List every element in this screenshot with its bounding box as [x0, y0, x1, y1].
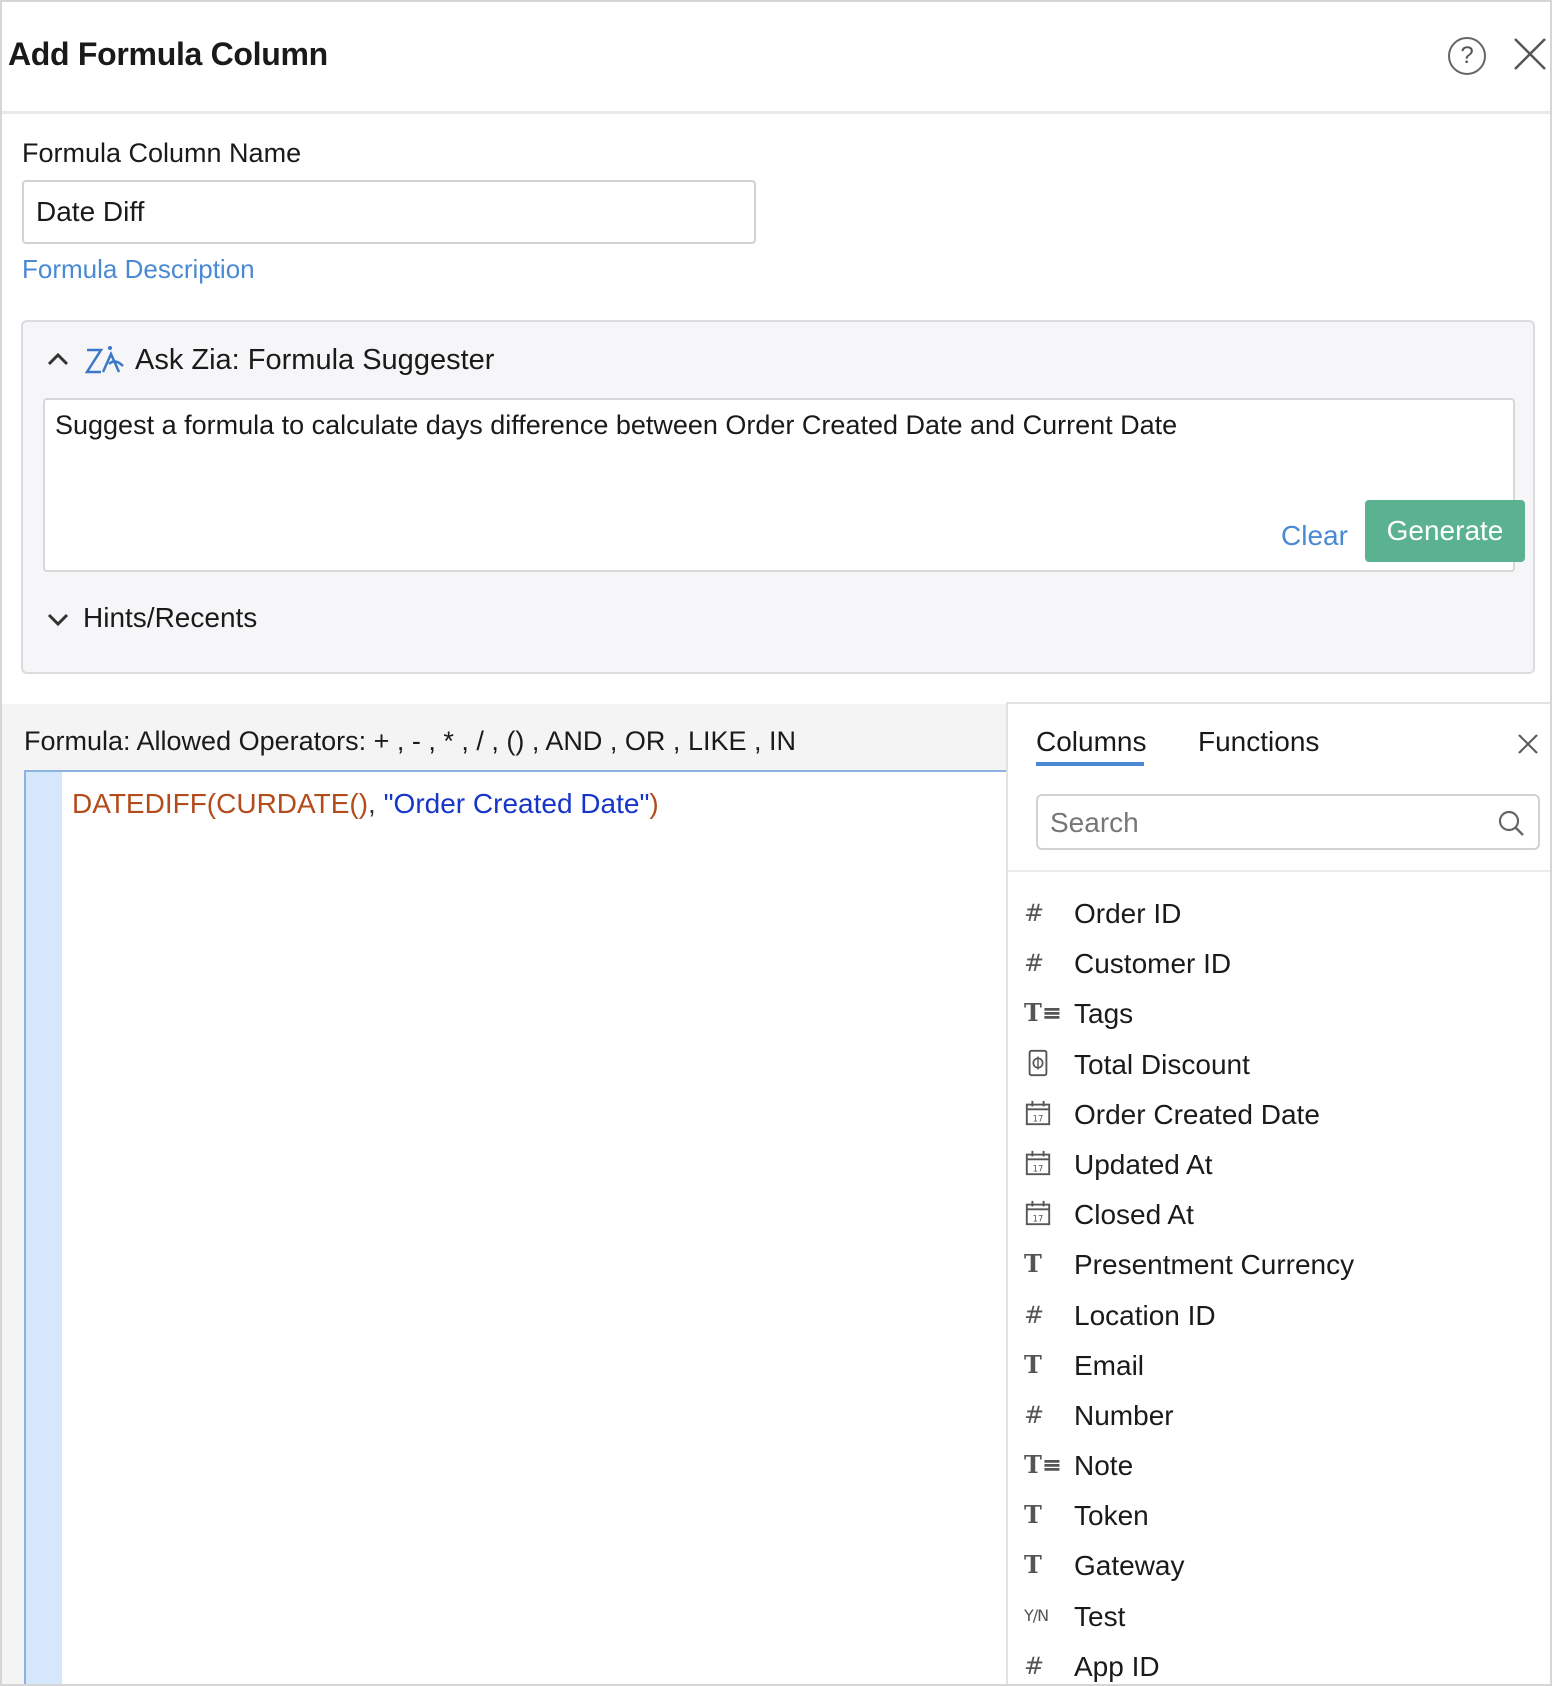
column-name: Location ID	[1074, 1299, 1216, 1331]
formula-editor[interactable]	[24, 770, 1006, 1686]
text-icon: T	[1024, 1500, 1042, 1530]
help-icon[interactable]: ?	[1448, 37, 1486, 75]
svg-text:17: 17	[1032, 1163, 1044, 1174]
column-list-item[interactable]	[1022, 1141, 1542, 1191]
svg-text:17: 17	[1032, 1113, 1044, 1124]
number-icon: #	[1024, 949, 1045, 978]
column-list-item[interactable]	[1022, 1191, 1542, 1241]
hints-recents-toggle[interactable]: Hints/Recents	[83, 602, 258, 633]
column-list-item[interactable]	[1022, 1292, 1542, 1342]
code-function: DATEDIFF(CURDATE()	[72, 788, 369, 819]
close-icon[interactable]	[1516, 732, 1540, 756]
column-list-item[interactable]	[1022, 1392, 1542, 1442]
tab-columns[interactable]: Columns	[1036, 726, 1147, 757]
zia-prompt-text: Suggest a formula to calculate days difference between Order Created Date and Current Date	[55, 410, 1178, 440]
column-name: Updated At	[1074, 1148, 1213, 1180]
number-icon: #	[1024, 1400, 1045, 1429]
code-close-paren: )	[649, 788, 659, 819]
column-name: Customer ID	[1074, 948, 1232, 980]
chevron-up-icon[interactable]	[43, 344, 73, 374]
column-list-item[interactable]	[1022, 990, 1542, 1040]
column-name: Tags	[1074, 998, 1134, 1030]
column-list-item[interactable]	[1022, 1041, 1542, 1091]
column-name: Total Discount	[1074, 1048, 1250, 1080]
column-name: Closed At	[1074, 1199, 1194, 1231]
code-string: "Order Created Date"	[383, 788, 650, 819]
zia-formula-suggester-panel	[21, 320, 1535, 674]
formula-column-name-input[interactable]	[22, 180, 756, 244]
formula-description-link[interactable]: Formula Description	[22, 254, 255, 284]
calendar-icon	[1024, 1099, 1054, 1129]
formula-allowed-operators-label: Formula: Allowed Operators: + , - , * , / , () , AND , OR , LIKE , IN	[24, 726, 796, 756]
number-icon: #	[1024, 1300, 1045, 1329]
code-comma: ,	[368, 788, 384, 819]
column-name: Gateway	[1074, 1550, 1185, 1582]
column-list	[1022, 890, 1542, 1686]
formula-code	[72, 788, 659, 820]
column-name: Order ID	[1074, 898, 1182, 929]
dialog-title: Add Formula Column	[8, 36, 328, 72]
multiline-text-icon: T≡	[1024, 1450, 1062, 1480]
formula-section	[2, 704, 1006, 1686]
chevron-down-icon[interactable]	[43, 604, 73, 634]
tab-functions[interactable]: Functions	[1198, 726, 1320, 757]
panel-divider	[1008, 870, 1552, 872]
column-list-item[interactable]	[1022, 1643, 1542, 1686]
currency-icon	[1024, 1049, 1054, 1079]
column-search-box	[1036, 794, 1540, 850]
column-list-item[interactable]	[1022, 1593, 1542, 1643]
column-name: Token	[1074, 1500, 1149, 1532]
number-icon: #	[1024, 899, 1045, 927]
column-list-item[interactable]	[1022, 890, 1542, 940]
column-name: Presentment Currency	[1074, 1249, 1355, 1281]
clear-button[interactable]: Clear	[1281, 520, 1348, 551]
number-icon: #	[1024, 1651, 1045, 1680]
editor-gutter	[26, 772, 62, 1686]
column-name: Order Created Date	[1074, 1098, 1320, 1130]
column-list-item[interactable]	[1022, 1542, 1542, 1592]
column-list-item[interactable]	[1022, 1091, 1542, 1141]
zia-prompt-textarea[interactable]	[43, 398, 1515, 572]
text-icon: T	[1024, 1249, 1042, 1279]
columns-functions-panel	[1006, 702, 1552, 1686]
column-search-input[interactable]	[1050, 804, 1480, 842]
calendar-icon	[1024, 1149, 1054, 1179]
formula-column-name-label: Formula Column Name	[22, 138, 302, 168]
column-name: Test	[1074, 1600, 1126, 1632]
text-icon: T	[1024, 1349, 1042, 1379]
column-list-item[interactable]	[1022, 1442, 1542, 1492]
search-icon[interactable]	[1496, 808, 1526, 838]
text-icon: T	[1024, 1550, 1042, 1580]
column-name: App ID	[1074, 1650, 1160, 1682]
zia-icon	[83, 344, 127, 376]
calendar-icon	[1024, 1199, 1054, 1229]
column-name: Email	[1074, 1349, 1145, 1381]
close-icon[interactable]	[1512, 36, 1548, 72]
zia-title: Ask Zia: Formula Suggester	[135, 344, 495, 376]
svg-text:17: 17	[1032, 1213, 1044, 1224]
column-list-item[interactable]	[1022, 1492, 1542, 1542]
column-name: Note	[1074, 1450, 1134, 1482]
generate-button[interactable]: Generate	[1365, 500, 1525, 562]
active-tab-indicator	[1036, 762, 1144, 766]
dialog-header	[2, 2, 1552, 114]
column-list-item[interactable]	[1022, 940, 1542, 990]
column-list-item[interactable]	[1022, 1342, 1542, 1392]
boolean-icon: Y/N	[1024, 1605, 1049, 1625]
column-name: Number	[1074, 1399, 1174, 1431]
column-list-item[interactable]	[1022, 1241, 1542, 1291]
multiline-text-icon: T≡	[1024, 998, 1062, 1028]
